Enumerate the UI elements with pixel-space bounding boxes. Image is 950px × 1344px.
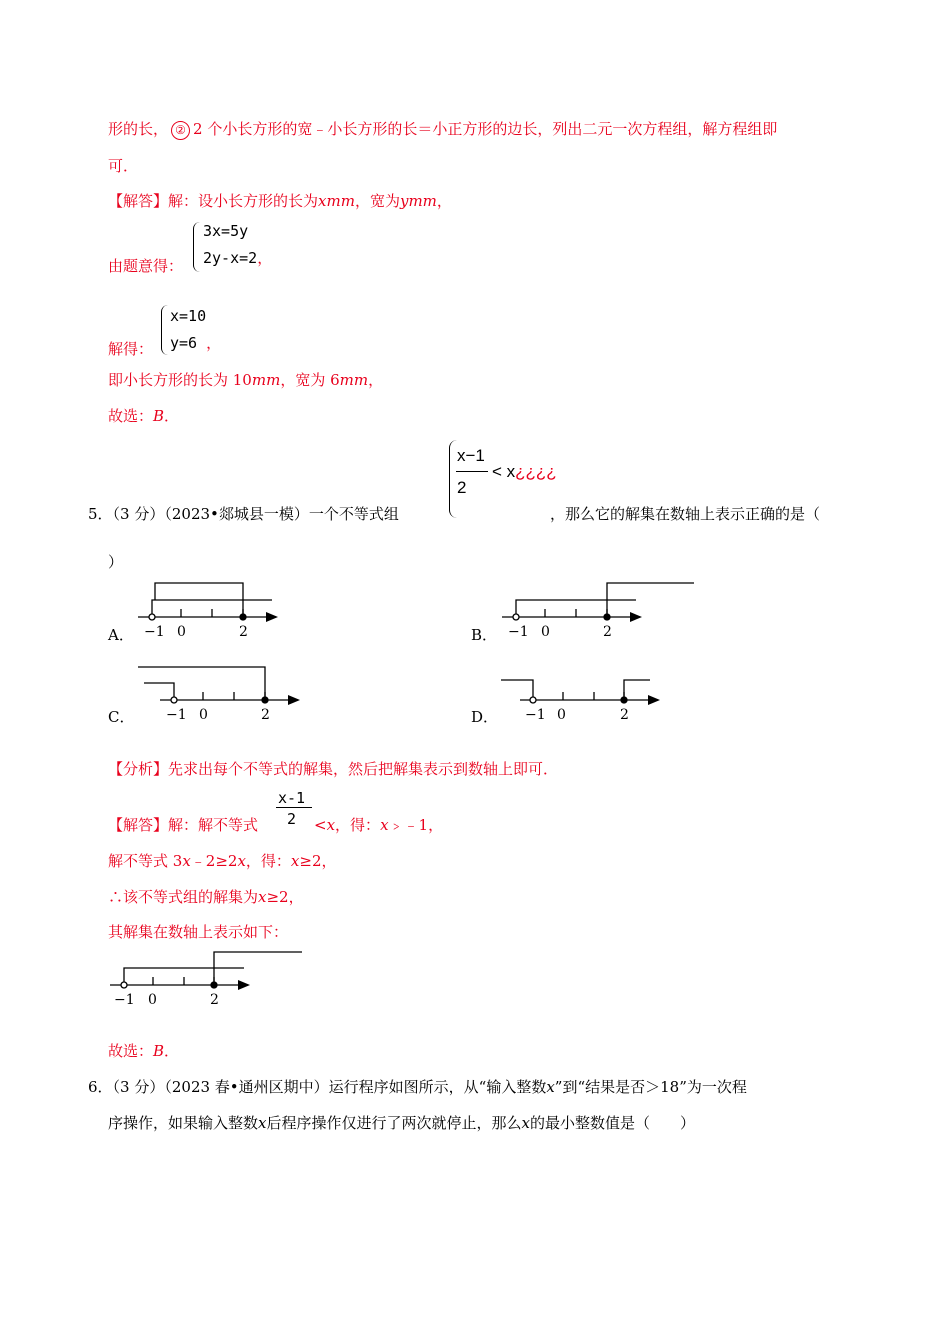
- number-line-d-labels: [525, 707, 629, 723]
- ineq-tail: < x¿¿¿¿: [492, 462, 557, 481]
- prev-choose: 故选：B．: [108, 407, 180, 425]
- q6-line-2: 序操作，如果输入整数x后程序操作仅进行了两次就停止，那么x的最小整数值是（ ）: [108, 1114, 695, 1132]
- q6-line-1: 6．（3 分）（2023 春•通州区期中）运行程序如图所示，从“输入整数x”到“结果是否＞18”为一次程: [88, 1078, 747, 1096]
- tick-label: 0: [148, 992, 157, 1008]
- solve-label: 解得：: [108, 340, 154, 358]
- q5-answer-line-3: ∴该不等式组的解集为x≥2，: [108, 888, 304, 906]
- number-line-b-labels: [508, 624, 612, 640]
- prev-line-2: 可．: [108, 157, 139, 175]
- answer-fraction-den: 2: [287, 810, 297, 828]
- q5-stem: 5．（3 分）（2023•郯城县一模）一个不等式组: [88, 505, 399, 523]
- number-line-d: [501, 680, 658, 703]
- q5-analysis: 【分析】先求出每个不等式的解集，然后把解集表示到数轴上即可．: [108, 760, 559, 778]
- option-b-label[interactable]: B．: [471, 626, 498, 644]
- number-line-solution: [110, 952, 302, 988]
- answer-fraction-num: x-1: [278, 789, 306, 807]
- prev-answer: 【解答】解：设小长方形的长为xmm，宽为ymm，: [108, 192, 452, 210]
- q5-stem-tail: ，那么它的解集在数轴上表示正确的是（: [550, 505, 821, 523]
- option-d-label[interactable]: D．: [471, 708, 499, 726]
- tick-label: 2: [239, 624, 248, 640]
- tick-label: 0: [177, 624, 186, 640]
- answer-fraction-bar: [276, 807, 312, 808]
- q5-answer-line-2: 解不等式 3x﹣2≥2x，得：x≥2，: [108, 852, 337, 870]
- tick-label: −1: [144, 624, 165, 640]
- tick-label: 0: [541, 624, 550, 640]
- ineq-fraction-num: x−1: [457, 446, 485, 465]
- solution-system: x=10 y=6 ，: [170, 307, 222, 352]
- q5-close-paren: ）: [108, 553, 124, 571]
- number-line-a: [138, 583, 276, 620]
- q5-choose: 故选：B．: [108, 1042, 180, 1060]
- q5-answer-line-4: 其解集在数轴上表示如下：: [108, 923, 289, 941]
- option-a-label[interactable]: A．: [108, 626, 134, 644]
- given-label: 由题意得：: [108, 257, 184, 275]
- q5-answer-line-1-tail: <x，得：x﹥﹣1，: [314, 816, 444, 834]
- tick-label: −1: [114, 992, 135, 1008]
- number-line-b: [502, 583, 694, 620]
- q5-answer-line-1: 【解答】解：解不等式: [108, 816, 259, 834]
- tick-label: 2: [603, 624, 612, 640]
- tick-label: −1: [166, 707, 187, 723]
- tick-label: −1: [508, 624, 529, 640]
- tick-label: 2: [261, 707, 270, 723]
- number-line-c-labels: [166, 707, 270, 723]
- number-line-a-labels: [144, 624, 248, 640]
- ineq-fraction-den: 2: [457, 478, 467, 497]
- tick-label: 2: [210, 992, 219, 1008]
- tick-label: 2: [620, 707, 629, 723]
- tick-label: −1: [525, 707, 546, 723]
- prev-line-1: 形的长， ② 2 个小长方形的宽﹣小长方形的长＝小正方形的边长，列出二元一次方程组，解方程组即: [108, 120, 778, 138]
- equation-system: 3x=5y 2y-x=2，: [203, 222, 273, 267]
- circled-number: ②: [171, 121, 190, 140]
- number-line-solution-labels: [114, 992, 219, 1008]
- option-c-label[interactable]: C．: [108, 708, 135, 726]
- tick-label: 0: [557, 707, 566, 723]
- tick-label: 0: [199, 707, 208, 723]
- number-line-c: [138, 667, 298, 703]
- result-line: 即小长方形的长为 10mm，宽为 6mm，: [108, 371, 384, 389]
